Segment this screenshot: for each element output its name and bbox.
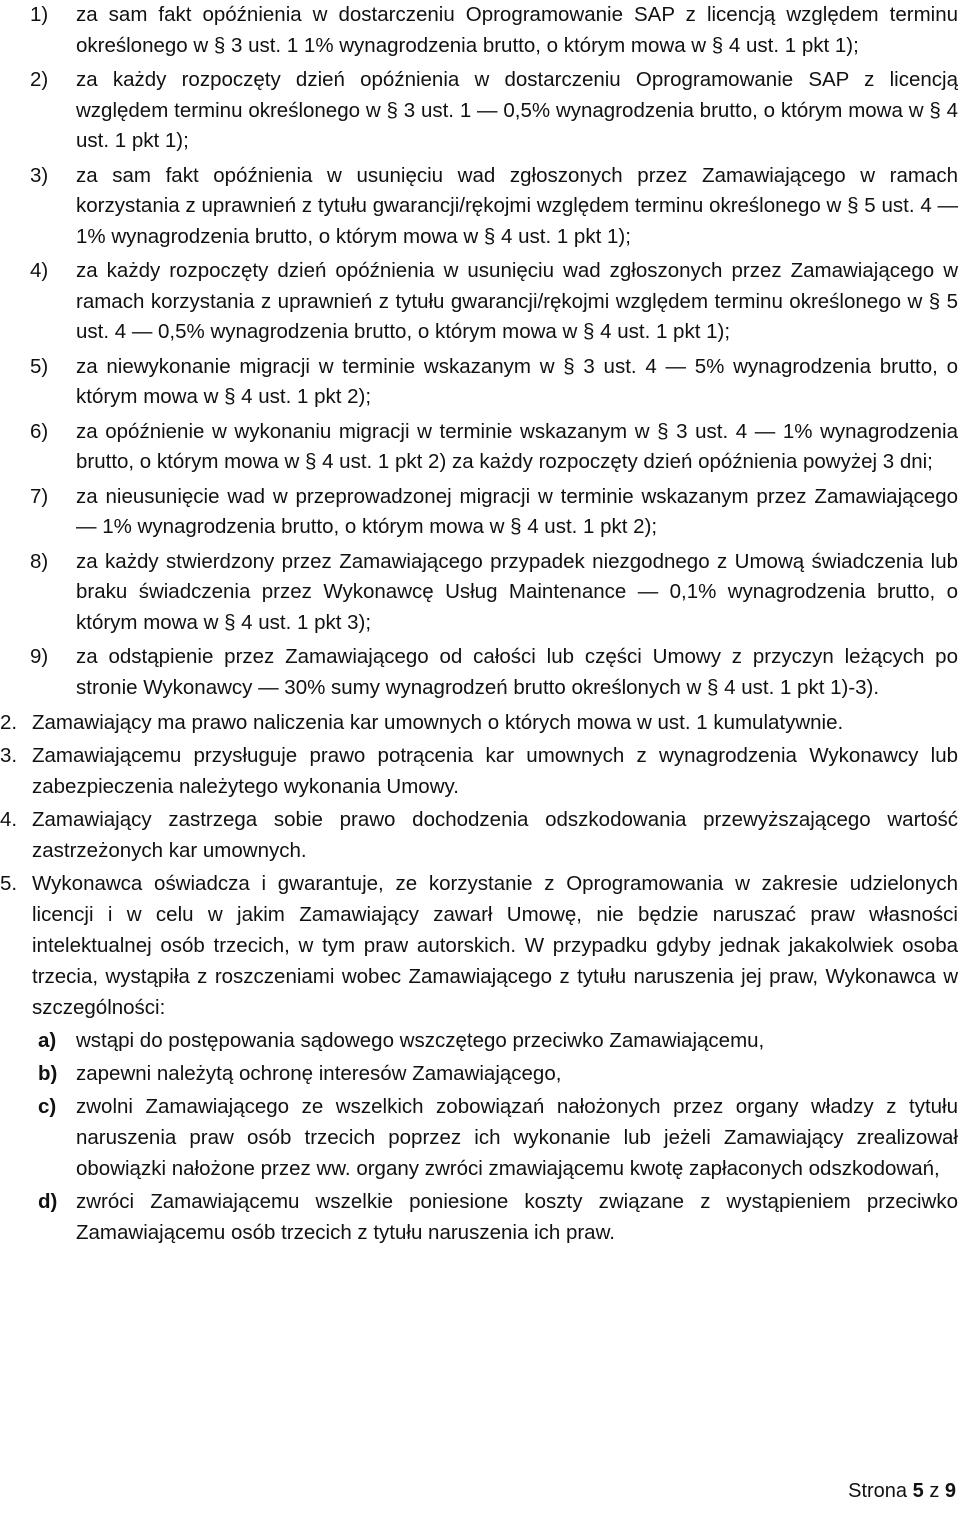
paragraph-number: 5. bbox=[0, 872, 18, 895]
letter-text: zwróci Zamawiającemu wszelkie poniesione koszty związane z wystąpieniem przeciwko Zamawiającemu osób trzecich z tytułu naruszenia ich praw. bbox=[76, 1190, 958, 1244]
letter-text: zapewni należytą ochronę interesów Zamawiającego, bbox=[76, 1062, 562, 1085]
list-item bbox=[30, 65, 958, 157]
item-marker: 4) bbox=[30, 259, 49, 282]
list-item bbox=[30, 417, 958, 478]
list-item bbox=[30, 0, 958, 61]
list-item bbox=[30, 256, 958, 348]
item-marker: 2) bbox=[30, 68, 49, 91]
paragraph-text: Zamawiającemu przysługuje prawo potrącenia kar umownych z wynagrodzenia Wykonawcy lub zabezpieczenia należytego wykonania Umowy. bbox=[32, 744, 958, 798]
letter-text: zwolni Zamawiającego ze wszelkich zobowiązań nałożonych przez organy władzy z tytułu naruszenia praw osób trzecich poprzez ich wykonanie lub jeżeli Zamawiający zrealizował obowiązki nałożone przez ww. organy zwróci zmawiającemu kwotę zapłaconych odszkodowań, bbox=[76, 1095, 958, 1180]
lettered-item bbox=[38, 1025, 958, 1056]
list-item bbox=[30, 482, 958, 543]
letter-marker: d) bbox=[38, 1190, 58, 1213]
item-marker: 8) bbox=[30, 549, 49, 573]
paragraph-number: 3. bbox=[0, 744, 18, 767]
list-item bbox=[30, 642, 958, 703]
letter-marker: a) bbox=[38, 1029, 57, 1052]
paragraph-text: Wykonawca oświadcza i gwarantuje, ze korzystanie z Oprogramowania w zakresie udzielonych licencji i w celu w jakim Zamawiający zawarł Umowę, nie będzie naruszać praw własności intelektualnej osób trzecich, w tym praw autorskich. W przypadku gdyby jednak jakakolwiek osoba trzecia, wystąpiła z roszczeniami wobec Zamawiającego z tytułu naruszenia jej praw, Wykonawca w szczególności: bbox=[32, 872, 958, 1019]
current-page-number: 5 bbox=[912, 1480, 924, 1502]
total-page-count: 9 bbox=[944, 1480, 956, 1502]
lettered-item bbox=[38, 1186, 958, 1248]
letter-marker: c) bbox=[38, 1095, 57, 1118]
item-marker: 5) bbox=[30, 354, 49, 378]
letter-text: wstąpi do postępowania sądowego wszczętego przeciwko Zamawiającemu, bbox=[76, 1029, 765, 1052]
numbered-paragraph bbox=[0, 740, 958, 802]
item-marker: 6) bbox=[30, 419, 49, 443]
item-text: za sam fakt opóźnienia w dostarczeniu Oprogramowanie SAP z licencją względem terminu określonego w § 3 ust. 1 1% wynagrodzenia brutto, o którym mowa w § 4 ust. 1 pkt 1); bbox=[76, 3, 958, 57]
list-item bbox=[30, 547, 958, 639]
item-text: za odstąpienie przez Zamawiającego od całości lub części Umowy z przyczyn leżących po stronie Wykonawcy — 30% sumy wynagrodzeń brutto określonych w § 4 ust. 1 pkt 1)-3). bbox=[76, 645, 958, 699]
numbered-paragraph bbox=[0, 868, 958, 1023]
item-text: za niewykonanie migracji w terminie wskazanym w § 3 ust. 4 — 5% wynagrodzenia brutto, o którym mowa w § 4 ust. 1 pkt 2); bbox=[76, 354, 958, 408]
list-item bbox=[30, 352, 958, 413]
item-text: za sam fakt opóźnienia w usunięciu wad zgłoszonych przez Zamawiającego w ramach korzystania z uprawnień z tytułu gwarancji/rękojmi względem terminu określonego w § 5 ust. 4 — 1% wynagrodzenia brutto, o którym mowa w § 4 ust. 1 pkt 1); bbox=[76, 163, 958, 248]
item-marker: 1) bbox=[30, 3, 49, 26]
paragraph-number: 4. bbox=[0, 808, 18, 831]
paragraph-text: Zamawiający zastrzega sobie prawo dochodzenia odszkodowania przewyższającego wartość zastrzeżonych kar umownych. bbox=[32, 808, 958, 862]
numbered-paragraph bbox=[0, 707, 958, 738]
numbered-paragraph bbox=[0, 804, 958, 866]
page-footer bbox=[848, 1480, 956, 1503]
list-item bbox=[30, 161, 958, 253]
paragraph-number: 2. bbox=[0, 711, 18, 734]
lettered-item bbox=[38, 1091, 958, 1184]
item-text: za nieusunięcie wad w przeprowadzonej migracji w terminie wskazanym przez Zamawiającego — 1% wynagrodzenia brutto, o którym mowa w § 4 ust. 1 pkt 2); bbox=[76, 484, 958, 538]
page-separator: z bbox=[929, 1480, 940, 1502]
item-marker: 9) bbox=[30, 645, 49, 668]
item-marker: 3) bbox=[30, 163, 49, 187]
item-text: za opóźnienie w wykonaniu migracji w terminie wskazanym w § 3 ust. 4 — 1% wynagrodzenia brutto, o którym mowa w § 4 ust. 1 pkt 2) za każdy rozpoczęty dzień opóźnienia powyżej 3 dni; bbox=[76, 419, 958, 473]
letter-marker: b) bbox=[38, 1062, 58, 1085]
item-text: za każdy rozpoczęty dzień opóźnienia w usunięciu wad zgłoszonych przez Zamawiającego w ramach korzystania z uprawnień z tytułu gwarancji/rękojmi względem terminu określonego w § 5 ust. 4 — 0,5% wynagrodzenia brutto, o którym mowa w § 4 ust. 1 pkt 1); bbox=[76, 259, 958, 343]
item-text: za każdy rozpoczęty dzień opóźnienia w dostarczeniu Oprogramowanie SAP z licencją względem terminu określonego w § 3 ust. 1 — 0,5% wynagrodzenia brutto, o którym mowa w § 4 ust. 1 pkt 1); bbox=[76, 68, 958, 152]
item-marker: 7) bbox=[30, 484, 49, 508]
item-text: za każdy stwierdzony przez Zamawiającego przypadek niezgodnego z Umową świadczenia lub braku świadczenia przez Wykonawcę Usług Maintenance — 0,1% wynagrodzenia brutto, o którym mowa w § 4 ust. 1 pkt 3); bbox=[76, 549, 958, 634]
page-label: Strona bbox=[848, 1480, 908, 1502]
lettered-item bbox=[38, 1058, 958, 1089]
paragraph-text: Zamawiający ma prawo naliczenia kar umownych o których mowa w ust. 1 kumulatywnie. bbox=[32, 711, 844, 734]
